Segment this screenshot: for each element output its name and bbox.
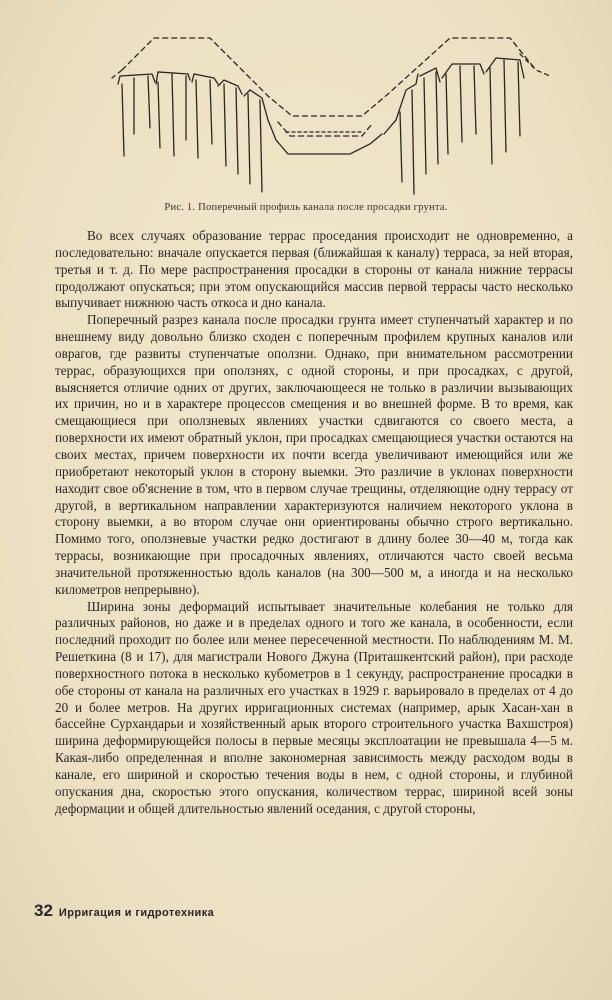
running-title: Ирригация и гидротехника (58, 907, 215, 919)
canal-profile-figure (100, 24, 560, 199)
paragraph: Во всех случаях образование террас проседания происходит не одновременно, а последовательно: вначале опускается первая (ближайшая к каналу) терраса, за ней вторая, третья и т. д. По мере распространения просадки в стороны от канала нижние террасы продолжают опускаться; при этом опускающийся массив первой террасы часто несколько выпучивает нижнюю часть откоса и дно канала. (55, 228, 573, 311)
article-body (55, 228, 573, 818)
paragraph: Ширина зоны деформаций испытывает значительные колебания не только для различных районов, но даже и в пределах одного и того же канала, в особенности, если последний проходит по более или менее пересеченной местности. По наблюдениям М. М. Решеткина (8 и 17), для магистрали Нового Джуна (Приташкентский район), при расходе поверхностного потока в несколько кубометров в 1 секунду, распространение просадки в обе стороны от канала на различных его участках в 1929 г. варьировало в пределах от 4 до 20 и более метров. На других ирригационных системах (например, арык Хасан-хан в бассейне Сурхандарьи и хозяйственный арык второго строительного участка Вахшстроя) ширина деформирующейся полосы в первые месяцы эксплоатации не превышала 4—5 м. Какая-либо определенная и вполне закономерная зависимость между расходом воды в канале, его шириной и скоростью течения воды в нем, с одной стороны, и глубиной опускания дна, скоростью этого опускания, количеством террас, шириной всей зоны деформации и общей длительностью явлений оседания, с другой стороны, (55, 598, 573, 816)
canal-profile-drawing (100, 24, 560, 199)
figure-caption: Рис. 1. Поперечный профиль канала после просадки грунта. (164, 202, 448, 213)
page-footer (34, 901, 214, 921)
page-number: 32 (34, 901, 53, 920)
paragraph: Поперечный разрез канала после просадки грунта имеет ступенчатый характер и по внешнему виду довольно близко сходен с поперечным профилем крупных каналов или оврагов, где развиты ступенчатые оползни. Однако, при внимательном рассмотрении террас, образующихся при оползнях, с одной стороны, и при просадках, с другой, выясняется отличие одних от других, заключающееся не только в различии вызывающих их причин, но и в характере процессов смещения и во внешней форме. В то время, как смещающиеся при оползневых явлениях участки сдвигаются со своего места, а поверхности их имеют обратный уклон, при просадках смещающиеся участки остаются на своих местах, причем поверхности их почти всегда увеличивают имеющийся или же приобретают некоторый уклон в сторону выемки. Это различие в уклонах поверхности находит свое об'яснение в том, что в первом случае трещины, отделяющие одну террасу от другой, в вертикальном направлении характеризуются наличием некоторого уклона в сторону выемки, а во втором случае они ориентированы обычно строго вертикально. Помимо того, оползневые участки редко достигают в длину более 30—40 м, тогда как террасы, возникающие при просадочных явлениях, отличаются часто своей весьма значительной протяженностью вдоль каналов (на 300—500 м, а иногда и на несколько километров непрерывно). (55, 312, 573, 597)
